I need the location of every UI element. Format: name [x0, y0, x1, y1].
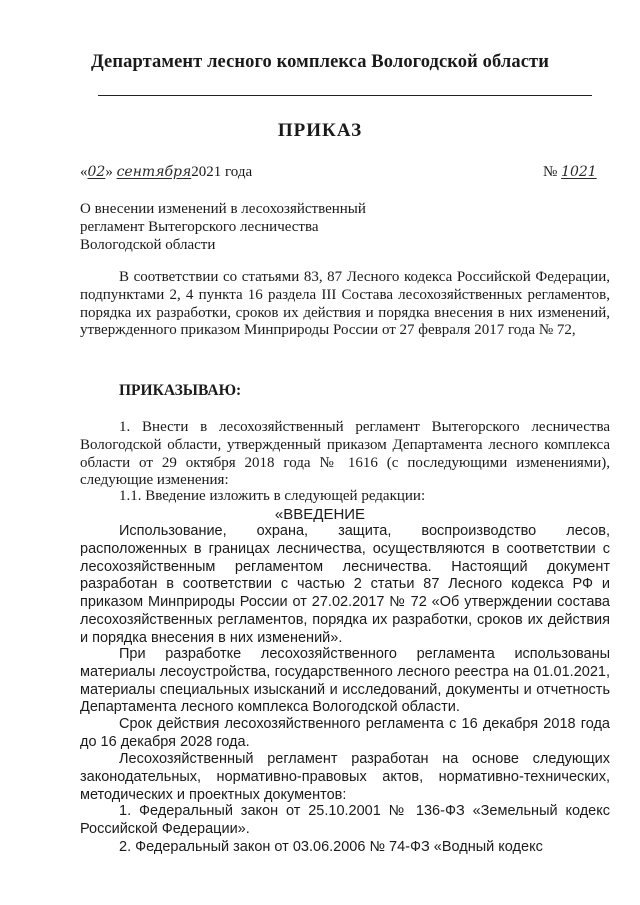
item-1: 1. Внести в лесохозяйственный регламент Вытегорского лесничества Вологодской области, утвержденный приказом Департамента лесного комплекса области от 29 октября 2018 года № 1616 (с последующими изменениями), следующие изменения: [80, 419, 610, 489]
order-directive: ПРИКАЗЫВАЮ: [119, 382, 242, 399]
preamble-paragraph: В соответствии со статьями 83, 87 Лесного кодекса Российской Федерации, подпунктами 2, 4 пункта 16 раздела III Состава лесохозяйственных регламентов, порядка их разработки, сроков их действия и порядка внесения в них изменений, утвержденного приказом Минприроды России от 27 февраля 2017 года № 72, [80, 269, 610, 339]
order-subject [80, 200, 400, 254]
date-month: сентября [116, 164, 192, 180]
order-date [80, 164, 252, 181]
date-year: 2021 года [191, 164, 253, 180]
subject-line: Вологодской области [80, 237, 216, 253]
number-value: 1021 [561, 164, 597, 180]
intro-list-item: 2. Федеральный закон от 03.06.2006 № 74-ФЗ «Водный кодекс [119, 839, 543, 855]
intro-paragraph: Срок действия лесохозяйственного регламента с 16 декабря 2018 года до 16 декабря 2028 года. [80, 716, 610, 750]
intro-list-item: 1. Федеральный закон от 25.10.2001 № 136-ФЗ «Земельный кодекс Российской Федерации». [80, 803, 610, 837]
subject-line: регламент Вытегорского лесничества [80, 219, 319, 235]
item-1-1: 1.1. Введение изложить в следующей редакции: [119, 488, 426, 504]
subject-line: О внесении изменений в лесохозяйственный [80, 201, 366, 217]
date-close-quote: » [105, 164, 113, 180]
date-day: 02 [87, 164, 106, 180]
department-title: Департамент лесного комплекса Вологодской области [91, 52, 549, 72]
number-label: № [543, 164, 558, 180]
intro-paragraph: При разработке лесохозяйственного регламента использованы материалы лесоустройства, государственного лесного реестра на 01.01.2021, материалы специальных изысканий и исследований, документы и отчетность Департамента лесного комплекса Вологодской области. [80, 646, 610, 716]
order-title: ПРИКАЗ [277, 120, 363, 141]
intro-paragraph: Лесохозяйственный регламент разработан на основе следующих законодательных, нормативно-правовых актов, нормативно-технических, методических и проектных документов: [80, 751, 610, 803]
date-open-quote: « [80, 164, 88, 180]
intro-heading: «ВВЕДЕНИЕ [274, 506, 366, 523]
intro-paragraph: Использование, охрана, защита, воспроизводство лесов, расположенных в границах лесничества, осуществляются в соответствии с лесохозяйственным регламентом лесничества. Настоящий документ разработан в соответствии с частью 2 статьи 87 Лесного кодекса РФ и приказом Минприроды России от 27.02.2017 № 72 «Об утверждении состава лесохозяйственных регламентов, порядка их разработки, сроков их действия и порядка внесения в них изменений». [80, 523, 610, 646]
order-number [543, 164, 597, 181]
header-divider [98, 95, 592, 96]
